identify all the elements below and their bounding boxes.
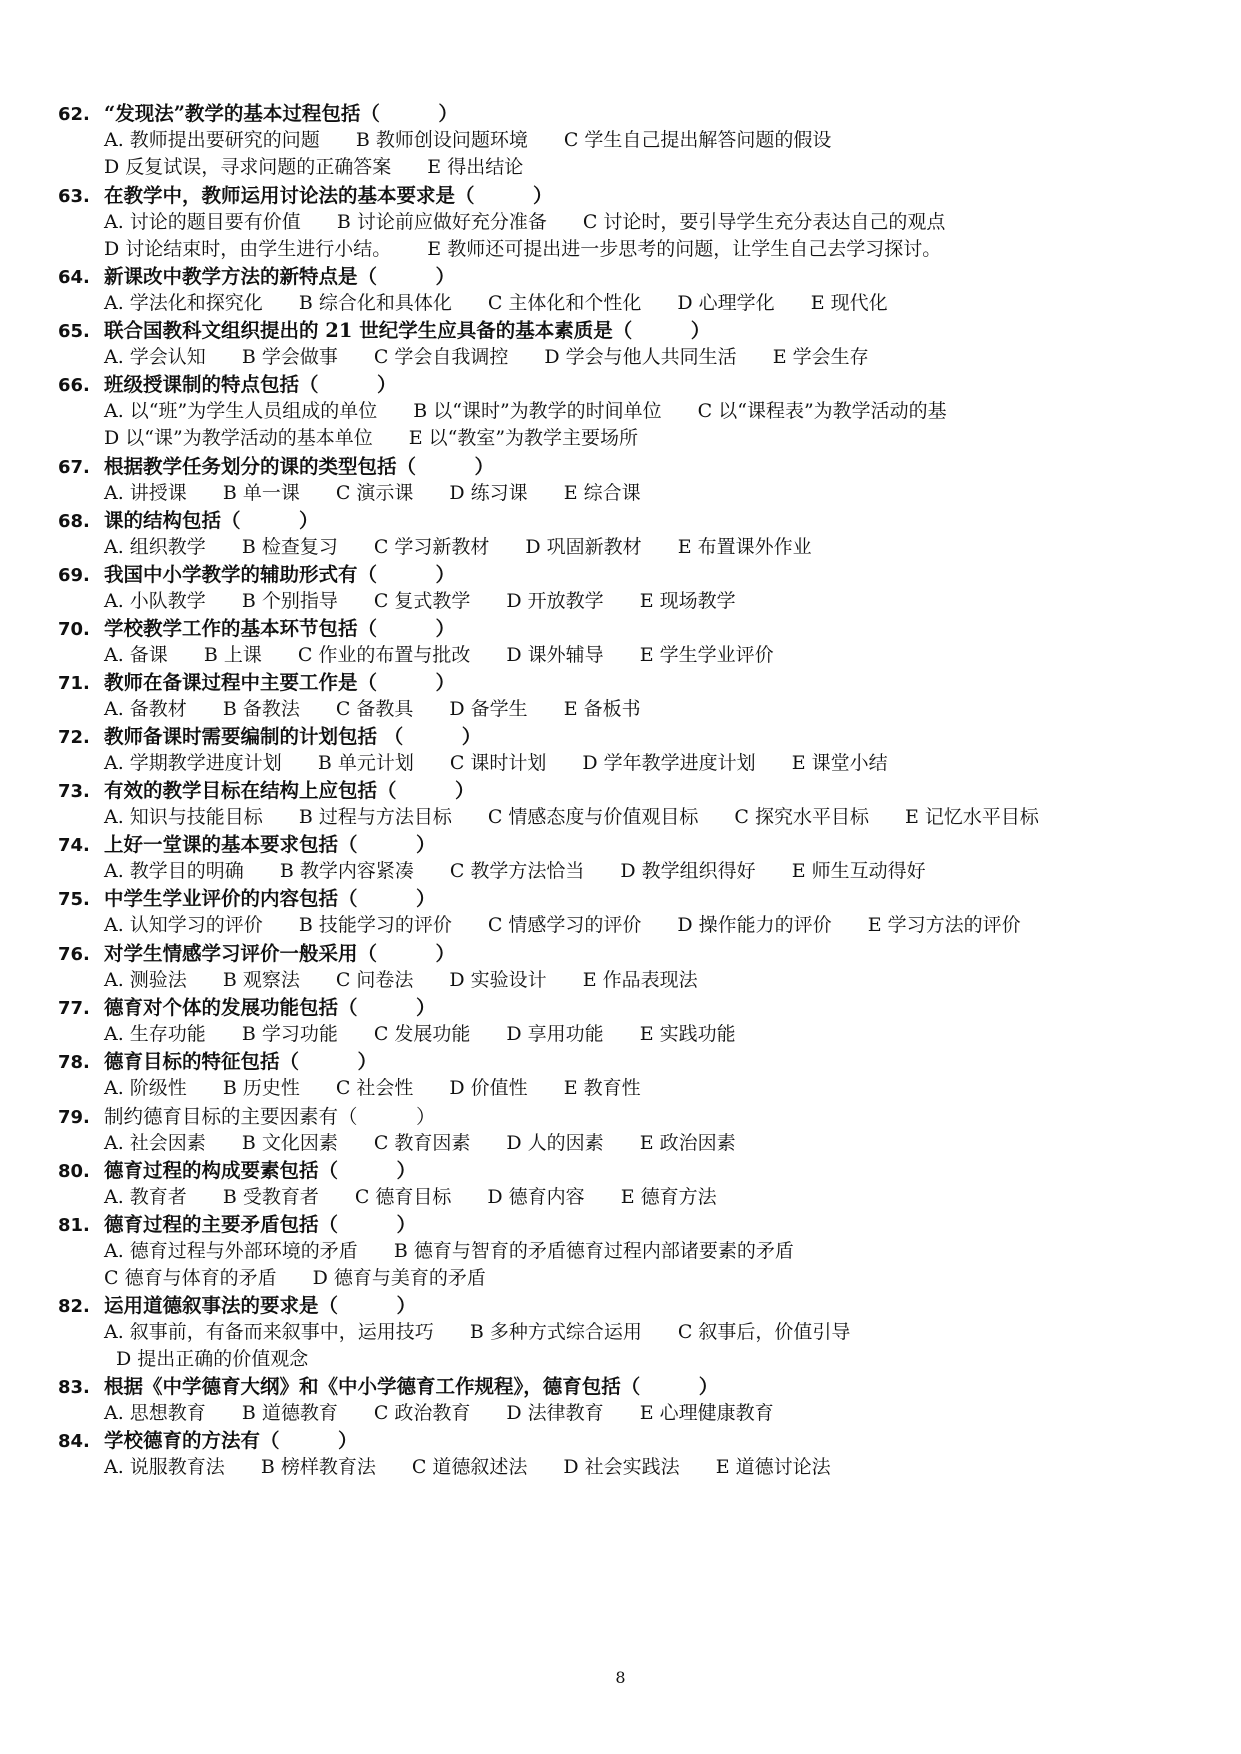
question-stem: 学校教学工作的基本环节包括（ ） xyxy=(104,617,456,640)
answer-option: E 政治因素 xyxy=(639,1132,736,1155)
question-item xyxy=(58,994,1198,1048)
answer-option: B 检查复习 xyxy=(241,536,338,559)
question-header xyxy=(58,1211,1198,1238)
question-header xyxy=(58,1292,1198,1319)
question-number: 75. xyxy=(58,889,90,910)
answer-option: C 叙事后，价值引导 xyxy=(677,1321,851,1344)
answer-option: A. 德育过程与外部环境的矛盾 xyxy=(104,1240,358,1263)
answer-option: E 备板书 xyxy=(563,698,641,721)
answer-option: D 备学生 xyxy=(449,698,528,721)
question-item xyxy=(58,831,1198,885)
question-header xyxy=(58,777,1198,804)
answer-option: E 心理健康教育 xyxy=(639,1402,774,1425)
question-item xyxy=(58,182,1198,264)
option-line xyxy=(58,1346,1198,1373)
answer-option: E 道德讨论法 xyxy=(715,1456,831,1479)
answer-option: E 实践功能 xyxy=(639,1023,736,1046)
option-line xyxy=(58,425,1198,452)
option-line xyxy=(58,398,1198,425)
answer-option: B 上课 xyxy=(203,644,262,667)
option-line xyxy=(58,1265,1198,1292)
answer-option: D 德育内容 xyxy=(487,1186,585,1209)
answer-option: E 现场教学 xyxy=(639,590,736,613)
question-header xyxy=(58,1048,1198,1075)
question-header xyxy=(58,1373,1198,1400)
question-number: 83. xyxy=(58,1377,90,1398)
answer-option: A. 备教材 xyxy=(104,698,187,721)
question-number: 63. xyxy=(58,186,90,207)
option-line xyxy=(58,1184,1198,1211)
answer-option: A. 组织教学 xyxy=(104,536,206,559)
answer-option: A. 生存功能 xyxy=(104,1023,206,1046)
option-line xyxy=(58,154,1198,181)
question-number: 78. xyxy=(58,1052,90,1073)
question-number: 77. xyxy=(58,998,90,1019)
answer-option: B 学会做事 xyxy=(241,346,338,369)
answer-option: A. 测验法 xyxy=(104,969,187,992)
question-stem: 德育对个体的发展功能包括（ ） xyxy=(104,996,436,1019)
answer-option: A. 小队教学 xyxy=(104,590,206,613)
option-line xyxy=(58,1400,1198,1427)
answer-option: E 德育方法 xyxy=(620,1186,717,1209)
question-stem: 我国中小学教学的辅助形式有（ ） xyxy=(104,563,456,586)
answer-option: D 教学组织得好 xyxy=(620,860,756,883)
answer-option: B 单元计划 xyxy=(317,752,414,775)
question-item xyxy=(58,940,1198,994)
question-header xyxy=(58,669,1198,696)
question-header xyxy=(58,940,1198,967)
option-line xyxy=(58,588,1198,615)
answer-option: B 观察法 xyxy=(222,969,300,992)
answer-option: D 学会与他人共同生活 xyxy=(544,346,737,369)
question-header xyxy=(58,263,1198,290)
answer-option: C 讨论时，要引导学生充分表达自己的观点 xyxy=(582,211,946,234)
question-header xyxy=(58,723,1198,750)
option-line xyxy=(58,534,1198,561)
answer-option: A. 认知学习的评价 xyxy=(104,914,263,937)
answer-option: C 学习新教材 xyxy=(373,536,490,559)
answer-option: C 学会自我调控 xyxy=(373,346,509,369)
answer-option: B 学习功能 xyxy=(241,1023,338,1046)
answer-option: A. 学会认知 xyxy=(104,346,206,369)
option-line xyxy=(58,290,1198,317)
question-item xyxy=(58,1157,1198,1211)
answer-option: B 德育与智育的矛盾德育过程内部诸要素的矛盾 xyxy=(393,1240,794,1263)
question-item xyxy=(58,1373,1198,1427)
answer-option: D 提出正确的价值观念 xyxy=(116,1348,309,1371)
answer-option: E 课堂小结 xyxy=(791,752,888,775)
option-line xyxy=(58,1454,1198,1481)
answer-option: A. 以“班”为学生人员组成的单位 xyxy=(104,400,378,423)
answer-option: C 道德叙述法 xyxy=(411,1456,528,1479)
question-header xyxy=(58,994,1198,1021)
answer-option: B 备教法 xyxy=(222,698,300,721)
answer-option: B 技能学习的评价 xyxy=(298,914,452,937)
question-number: 74. xyxy=(58,835,90,856)
answer-option: B 道德教育 xyxy=(241,1402,338,1425)
question-number: 69. xyxy=(58,565,90,586)
question-number: 84. xyxy=(58,1431,90,1452)
answer-option: C 问卷法 xyxy=(335,969,414,992)
question-number: 76. xyxy=(58,944,90,965)
answer-option: E 记忆水平目标 xyxy=(904,806,1039,829)
question-stem: 班级授课制的特点包括（ ） xyxy=(104,373,397,396)
option-line xyxy=(58,236,1198,263)
answer-option: A. 社会因素 xyxy=(104,1132,206,1155)
answer-option: D 巩固新教材 xyxy=(525,536,642,559)
option-line xyxy=(58,696,1198,723)
question-number: 64. xyxy=(58,267,90,288)
question-stem: 上好一堂课的基本要求包括（ ） xyxy=(104,833,436,856)
question-header xyxy=(58,615,1198,642)
option-line xyxy=(58,642,1198,669)
answer-option: A. 教师提出要研究的问题 xyxy=(104,129,320,152)
answer-option: D 讨论结束时，由学生进行小结。 xyxy=(104,238,392,261)
answer-option: E 以“教室”为教学主要场所 xyxy=(408,427,639,450)
option-line xyxy=(58,209,1198,236)
question-stem: 根据《中学德育大纲》和《中小学德育工作规程》，德育包括（ ） xyxy=(104,1375,719,1398)
answer-option: D 社会实践法 xyxy=(563,1456,680,1479)
option-line xyxy=(58,1021,1198,1048)
question-number: 81. xyxy=(58,1215,90,1236)
question-stem: 教师在备课过程中主要工作是（ ） xyxy=(104,671,456,694)
question-number: 66. xyxy=(58,375,90,396)
option-line xyxy=(58,1075,1198,1102)
answer-option: C 情感学习的评价 xyxy=(487,914,642,937)
question-header xyxy=(58,317,1198,344)
question-item xyxy=(58,1427,1198,1481)
option-line xyxy=(58,1130,1198,1157)
option-line xyxy=(58,344,1198,371)
answer-option: B 综合化和具体化 xyxy=(298,292,452,315)
answer-option: A. 知识与技能目标 xyxy=(104,806,263,829)
answer-option: E 现代化 xyxy=(810,292,888,315)
question-stem: 学校德育的方法有（ ） xyxy=(104,1429,358,1452)
question-item xyxy=(58,561,1198,615)
question-stem: 运用道德叙事法的要求是（ ） xyxy=(104,1294,417,1317)
answer-option: C 作业的布置与批改 xyxy=(297,644,471,667)
option-line xyxy=(58,912,1198,939)
answer-option: E 学习方法的评价 xyxy=(867,914,1021,937)
question-number: 82. xyxy=(58,1296,90,1317)
answer-option: D 享用功能 xyxy=(506,1023,604,1046)
answer-option: C 情感态度与价值观目标 xyxy=(487,806,699,829)
answer-option: B 以“课时”为教学的时间单位 xyxy=(413,400,662,423)
question-stem: 根据教学任务划分的课的类型包括（ ） xyxy=(104,455,495,478)
question-header xyxy=(58,182,1198,209)
question-item xyxy=(58,100,1198,182)
answer-option: A. 叙事前，有备而来叙事中，运用技巧 xyxy=(104,1321,434,1344)
answer-option: C 教学方法恰当 xyxy=(449,860,585,883)
answer-option: C 演示课 xyxy=(335,482,414,505)
answer-option: A. 备课 xyxy=(104,644,168,667)
question-header xyxy=(58,1103,1198,1130)
question-stem: 新课改中教学方法的新特点是（ ） xyxy=(104,265,456,288)
answer-option: A. 讲授课 xyxy=(104,482,187,505)
question-number: 72. xyxy=(58,727,90,748)
answer-option: A. 思想教育 xyxy=(104,1402,206,1425)
answer-option: C 政治教育 xyxy=(373,1402,471,1425)
question-header xyxy=(58,561,1198,588)
question-item xyxy=(58,669,1198,723)
question-header xyxy=(58,831,1198,858)
answer-option: A. 教育者 xyxy=(104,1186,187,1209)
answer-option: E 作品表现法 xyxy=(582,969,698,992)
page-number: 8 xyxy=(615,1668,626,1687)
answer-option: D 以“课”为教学活动的基本单位 xyxy=(104,427,373,450)
question-number: 68. xyxy=(58,511,90,532)
question-header xyxy=(58,453,1198,480)
answer-option: B 过程与方法目标 xyxy=(298,806,452,829)
answer-option: D 人的因素 xyxy=(506,1132,604,1155)
question-header xyxy=(58,1427,1198,1454)
answer-option: D 实验设计 xyxy=(449,969,547,992)
question-stem: 教师备课时需要编制的计划包括 （ ） xyxy=(104,725,482,748)
answer-option: A. 说服教育法 xyxy=(104,1456,225,1479)
question-item xyxy=(58,1292,1198,1374)
question-header xyxy=(58,507,1198,534)
answer-option: A. 阶级性 xyxy=(104,1077,187,1100)
answer-option: E 学生学业评价 xyxy=(639,644,774,667)
answer-option: C 复式教学 xyxy=(373,590,471,613)
answer-option: E 教育性 xyxy=(563,1077,641,1100)
answer-option: B 文化因素 xyxy=(241,1132,338,1155)
answer-option: E 教师还可提出进一步思考的问题，让学生自己去学习探讨。 xyxy=(427,238,942,261)
answer-option: C 探究水平目标 xyxy=(734,806,869,829)
answer-option: B 历史性 xyxy=(222,1077,300,1100)
question-item xyxy=(58,371,1198,453)
answer-option: C 以“课程表”为教学活动的基 xyxy=(697,400,947,423)
question-number: 71. xyxy=(58,673,90,694)
question-item xyxy=(58,723,1198,777)
answer-option: A. 学期教学进度计划 xyxy=(104,752,282,775)
question-header xyxy=(58,100,1198,127)
question-number: 67. xyxy=(58,457,90,478)
answer-option: C 课时计划 xyxy=(449,752,547,775)
question-number: 65. xyxy=(58,321,90,342)
answer-option: D 练习课 xyxy=(449,482,528,505)
question-header xyxy=(58,885,1198,912)
question-item xyxy=(58,615,1198,669)
answer-option: A. 学法化和探究化 xyxy=(104,292,263,315)
question-stem: 制约德育目标的主要因素有（ ） xyxy=(104,1105,436,1128)
question-item xyxy=(58,317,1198,371)
option-line xyxy=(58,858,1198,885)
answer-option: D 操作能力的评价 xyxy=(677,914,832,937)
answer-option: E 学会生存 xyxy=(772,346,869,369)
answer-option: D 开放教学 xyxy=(506,590,604,613)
question-stem: 联合国教科文组织提出的 21 世纪学生应具备的基本素质是（ ） xyxy=(104,319,711,342)
answer-option: D 法律教育 xyxy=(506,1402,604,1425)
answer-option: C 主体化和个性化 xyxy=(487,292,642,315)
question-stem: “发现法”教学的基本过程包括（ ） xyxy=(104,102,458,125)
question-number: 62. xyxy=(58,104,90,125)
answer-option: B 讨论前应做好充分准备 xyxy=(336,211,547,234)
question-stem: 德育过程的主要矛盾包括（ ） xyxy=(104,1213,417,1236)
option-line xyxy=(58,127,1198,154)
question-stem: 在教学中，教师运用讨论法的基本要求是（ ） xyxy=(104,184,553,207)
question-item xyxy=(58,777,1198,831)
option-line xyxy=(58,1238,1198,1265)
question-header xyxy=(58,1157,1198,1184)
answer-option: A. 讨论的题目要有价值 xyxy=(104,211,301,234)
question-item xyxy=(58,453,1198,507)
answer-option: C 备教具 xyxy=(335,698,414,721)
question-item xyxy=(58,1048,1198,1102)
question-number: 73. xyxy=(58,781,90,802)
answer-option: E 布置课外作业 xyxy=(677,536,812,559)
answer-option: D 心理学化 xyxy=(677,292,775,315)
question-stem: 课的结构包括（ ） xyxy=(104,509,319,532)
answer-option: D 学年教学进度计划 xyxy=(582,752,756,775)
answer-option: B 榜样教育法 xyxy=(260,1456,376,1479)
question-item xyxy=(58,885,1198,939)
answer-option: A. 教学目的明确 xyxy=(104,860,244,883)
question-item xyxy=(58,263,1198,317)
answer-option: C 发展功能 xyxy=(373,1023,471,1046)
answer-option: B 教师创设问题环境 xyxy=(355,129,528,152)
question-item xyxy=(58,1103,1198,1157)
answer-option: C 学生自己提出解答问题的假设 xyxy=(563,129,832,152)
answer-option: C 社会性 xyxy=(335,1077,414,1100)
question-number: 70. xyxy=(58,619,90,640)
question-stem: 德育目标的特征包括（ ） xyxy=(104,1050,378,1073)
answer-option: B 受教育者 xyxy=(222,1186,319,1209)
answer-option: D 课外辅导 xyxy=(506,644,604,667)
answer-option: B 个别指导 xyxy=(241,590,338,613)
question-number: 79. xyxy=(58,1107,90,1128)
question-header xyxy=(58,371,1198,398)
answer-option: D 反复试误，寻求问题的正确答案 xyxy=(104,156,392,179)
answer-option: B 多种方式综合运用 xyxy=(469,1321,642,1344)
question-stem: 对学生情感学习评价一般采用（ ） xyxy=(104,942,456,965)
answer-option: C 教育因素 xyxy=(373,1132,471,1155)
question-number: 80. xyxy=(58,1161,90,1182)
question-stem: 德育过程的构成要素包括（ ） xyxy=(104,1159,417,1182)
option-line xyxy=(58,750,1198,777)
question-item xyxy=(58,1211,1198,1293)
question-stem: 中学生学业评价的内容包括（ ） xyxy=(104,887,436,910)
answer-option: E 师生互动得好 xyxy=(791,860,926,883)
answer-option: C 德育目标 xyxy=(354,1186,452,1209)
answer-option: E 综合课 xyxy=(563,482,641,505)
answer-option: C 德育与体育的矛盾 xyxy=(104,1267,277,1290)
question-stem: 有效的教学目标在结构上应包括（ ） xyxy=(104,779,475,802)
question-item xyxy=(58,507,1198,561)
answer-option: D 德育与美育的矛盾 xyxy=(312,1267,486,1290)
option-line xyxy=(58,480,1198,507)
answer-option: B 教学内容紧凑 xyxy=(279,860,414,883)
option-line xyxy=(58,804,1198,831)
answer-option: D 价值性 xyxy=(449,1077,528,1100)
answer-option: E 得出结论 xyxy=(427,156,524,179)
option-line xyxy=(58,1319,1198,1346)
answer-option: B 单一课 xyxy=(222,482,300,505)
option-line xyxy=(58,967,1198,994)
